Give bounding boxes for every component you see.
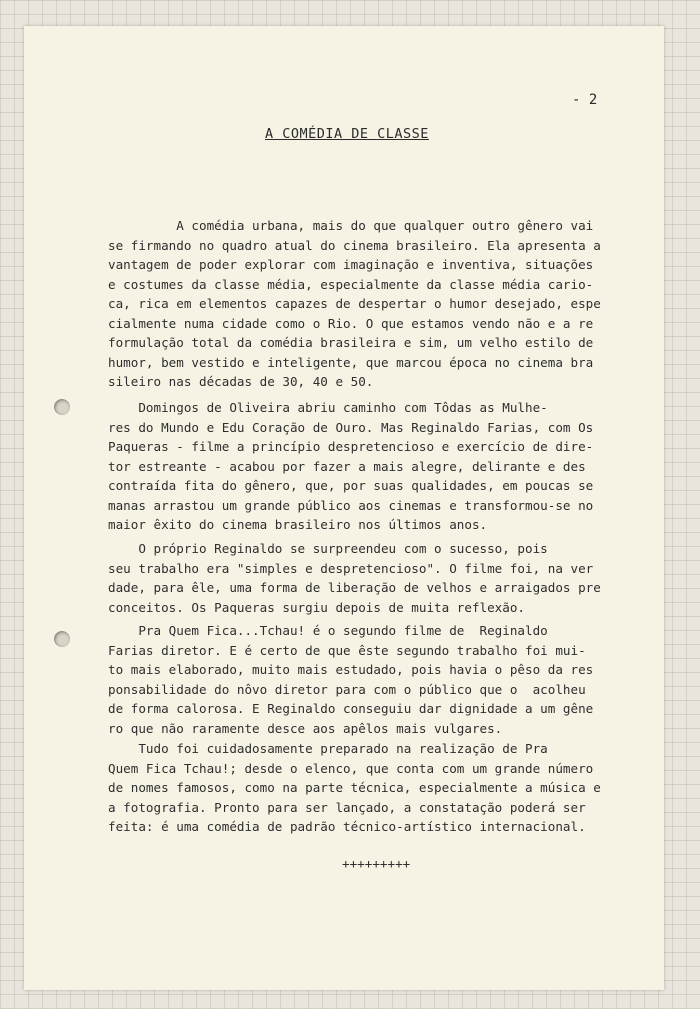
text-line: Farias diretor. E é certo de que êste segundo trabalho foi mui- <box>108 642 586 658</box>
text-line: cialmente numa cidade como o Rio. O que estamos vendo não e a re <box>108 315 594 331</box>
text-line: res do Mundo e Edu Coração de Ouro. Mas Reginaldo Farias, com Os <box>108 419 594 435</box>
text-line: feita: é uma comédia de padrão técnico-artístico internacional. <box>108 819 586 834</box>
text-line: humor, bem vestido e inteligente, que marcou época no cinema bra <box>108 354 594 370</box>
paragraph-3 <box>108 539 601 617</box>
text-line: de forma calorosa. E Reginaldo conseguiu dar dignidade a um gêne <box>108 701 594 716</box>
text-line: Pra Quem Fica...Tchau! é o segundo filme de Reginaldo <box>108 623 548 638</box>
text-line: conceitos. Os Paqueras surgiu depois de muita reflexão. <box>108 599 526 615</box>
text-line: e costumes da classe média, especialmente da classe média cario- <box>108 276 594 292</box>
paragraph-4 <box>108 621 593 738</box>
text-line: maior êxito do cinema brasileiro nos últimos anos. <box>108 517 488 532</box>
punch-hole-top <box>54 399 70 415</box>
text-line: sileiro nas décadas de 30, 40 e 50. <box>108 374 374 389</box>
document-title: A COMÉDIA DE CLASSE <box>265 126 429 142</box>
text-line: manas arrastou um grande público aos cinemas e transformou-se no <box>108 497 594 513</box>
text-line: O próprio Reginaldo se surpreendeu com o sucesso, pois <box>108 541 548 556</box>
paragraph-1 <box>108 216 601 392</box>
text-line: contraída fita do gênero, que, por suas qualidades, em poucas se <box>108 478 594 493</box>
paragraph-2 <box>108 398 593 535</box>
text-line: Quem Fica Tchau!; desde o elenco, que conta com um grande número <box>108 760 594 776</box>
punch-hole-bottom <box>54 631 70 647</box>
text-line: dade, para êle, uma forma de liberação de velhos e arraigados pre <box>108 580 601 595</box>
text-line: formulação total da comédia brasileira e sim, um velho estilo de <box>108 335 594 350</box>
text-line: Paqueras - filme a princípio despretencioso e exercício de dire- <box>108 439 594 454</box>
text-line: tor estreante - acabou por fazer a mais alegre, delirante e des <box>108 458 586 474</box>
closing-mark: +++++++++ <box>342 856 411 871</box>
text-line: ro que não raramente desce aos apêlos mais vulgares. <box>108 720 503 736</box>
text-line: ponsabilidade do nôvo diretor para com o público que o acolheu <box>108 681 586 697</box>
text-line: vantagem de poder explorar com imaginação e inventiva, situações <box>108 257 594 272</box>
text-line: a fotografia. Pronto para ser lançado, a constatação poderá ser <box>108 799 586 815</box>
text-line: ca, rica em elementos capazes de despertar o humor desejado, espe <box>108 296 601 311</box>
text-line: Domingos de Oliveira abriu caminho com Tôdas as Mulhe- <box>108 400 548 415</box>
text-line: Tudo foi cuidadosamente preparado na realização de Pra <box>108 741 548 756</box>
text-line: A comédia urbana, mais do que qualquer outro gênero vai <box>108 218 594 233</box>
paragraph-5 <box>108 739 601 837</box>
text-line: de nomes famosos, como na parte técnica, especialmente a música e <box>108 780 601 795</box>
text-line: se firmando no quadro atual do cinema brasileiro. Ela apresenta a <box>108 237 601 253</box>
text-line: to mais elaborado, muito mais estudado, pois havia o pêso da res <box>108 662 594 677</box>
page-number: - 2 <box>572 92 598 108</box>
text-line: seu trabalho era "simples e despretencioso". O filme foi, na ver <box>108 560 594 576</box>
